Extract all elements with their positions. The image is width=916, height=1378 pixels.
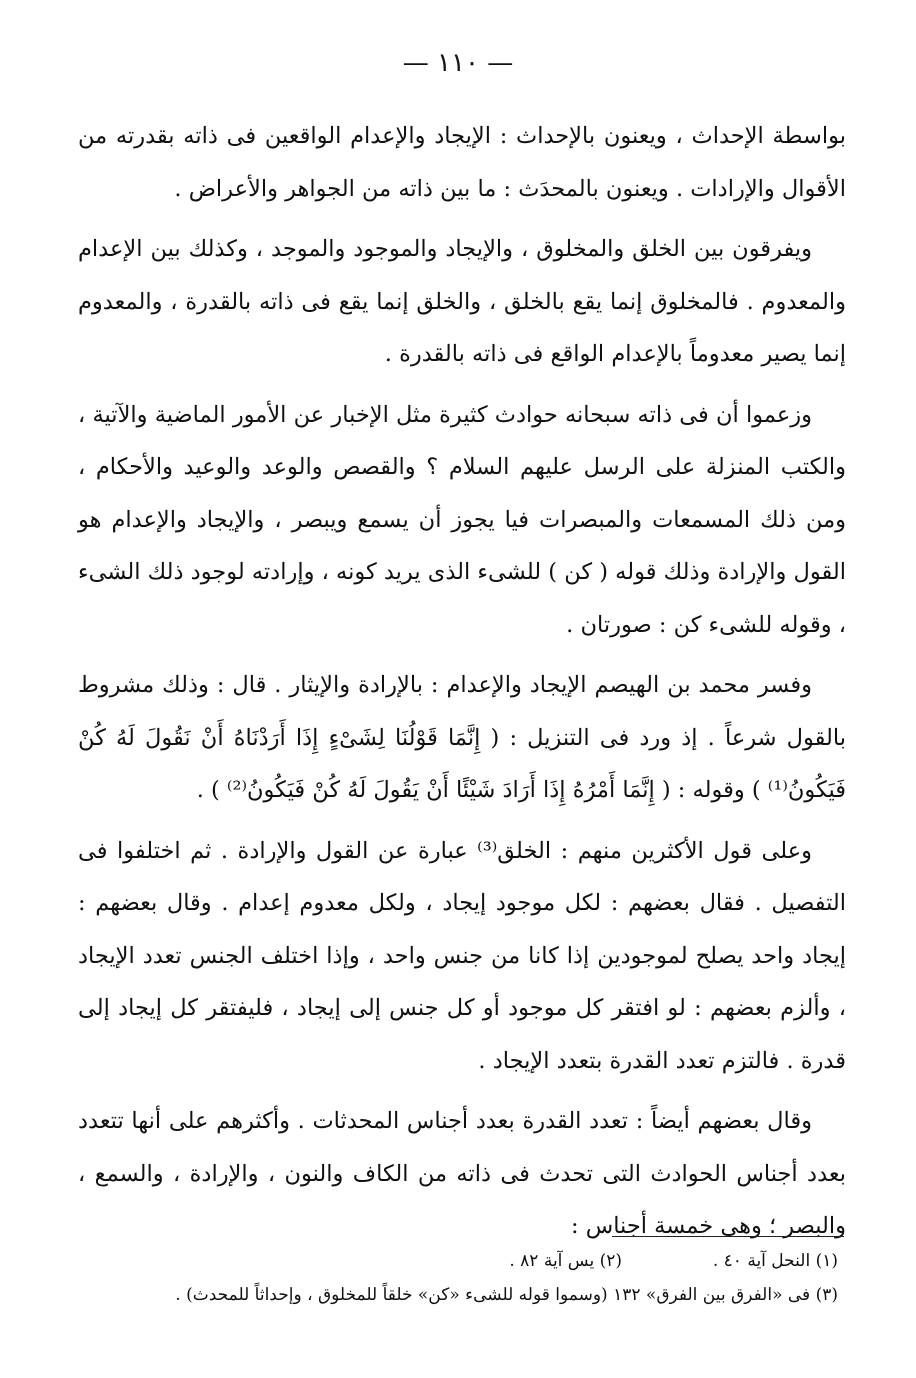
footnotes: [78, 1244, 838, 1312]
footnote-row: [78, 1244, 838, 1278]
main-text: [78, 110, 846, 1261]
footnote-divider: [612, 1236, 844, 1237]
paragraph: وقال بعضهم أيضاً : تعدد القدرة بعدد أجناس المحدثات . وأكثرهم على أنها تتعدد بعدد أجناس الحوادث التى تحدث فى ذاته من الكاف والنون ، والإرادة ، والسمع ، والبصر ؛ وهى خمسة أجناس :: [78, 1108, 846, 1239]
paragraph: وعلى قول الأكثرين منهم : الخلق⁽³⁾ عبارة عن القول والإرادة . ثم اختلفوا فى التفصيل . فقال بعضهم : لكل موجود إيجاد ، ولكل معدوم إعدام . وقال بعضهم : إيجاد واحد يصلح لموجودين إذا كانا من جنس واحد ، وإذا اختلف الجنس تعدد الإيجاد ، وألزم بعضهم : لو افتقر كل موجود أو كل جنس إلى إيجاد ، فليفتقر كل إيجاد إلى قدرة . فالتزم تعدد القدرة بتعدد الإيجاد .: [78, 837, 846, 1074]
paragraph: بواسطة الإحداث ، ويعنون بالإحداث : الإيجاد والإعدام الواقعين فى ذاته بقدرته من الأقوال والإرادات . ويعنون بالمحدَث : ما بين ذاته من الجواهر والأعراض .: [78, 123, 846, 202]
page-number: — ١١٠ —: [402, 48, 514, 78]
paragraph: ويفرقون بين الخلق والمخلوق ، والإيجاد والموجود والموجد ، وكذلك بين الإعدام والمعدوم . فالمخلوق إنما يقع بالخلق ، والخلق إنما يقع فى ذاته بالقدرة ، والمعدوم إنما يصير معدوماً بالإعدام الواقع فى ذاته بالقدرة .: [78, 236, 846, 367]
footnote-2: (٢) يس آية ٨٢ .: [509, 1251, 623, 1271]
footnote-1: (١) النحل آية ٤٠ .: [712, 1251, 838, 1271]
footnote-3: (٣) فى «الفرق بين الفرق» ١٣٢ (وسموا قوله للشىء «كن» خلقاً للمخلوق ، وإحداثاً للمحدث) .: [175, 1285, 838, 1305]
paragraph: وفسر محمد بن الهيصم الإيجاد والإعدام : بالإرادة والإيثار . قال : وذلك مشروط بالقول شرعاً . إذ ورد فى التنزيل : ( إِنَّمَا قَوْلُنَا لِشَىْءٍ إِذَا أَرَدْنَاهُ أَنْ نَقُولَ لَهُ كُنْ فَيَكُونُ⁽¹⁾ ) وقوله : ( إِنَّمَا أَمْرُهُ إِذَا أَرَادَ شَيْئًا أَنْ يَقُولَ لَهُ كُنْ فَيَكُونُ⁽²⁾ ) .: [78, 672, 846, 803]
paragraph: وزعموا أن فى ذاته سبحانه حوادث كثيرة مثل الإخبار عن الأمور الماضية والآتية ، والكتب المنزلة على الرسل عليهم السلام ؟ والقصص والوعد والوعيد والأحكام ، ومن ذلك المسمعات والمبصرات فيا يجوز أن يسمع ويبصر ، والإيجاد والإعدام هو القول والإرادة وذلك قوله ( كن ) للشىء الذى يريد كونه ، وإرادته لوجود ذلك الشىء ، وقوله للشىء كن : صورتان .: [78, 401, 846, 638]
footnote-row: [78, 1278, 838, 1312]
